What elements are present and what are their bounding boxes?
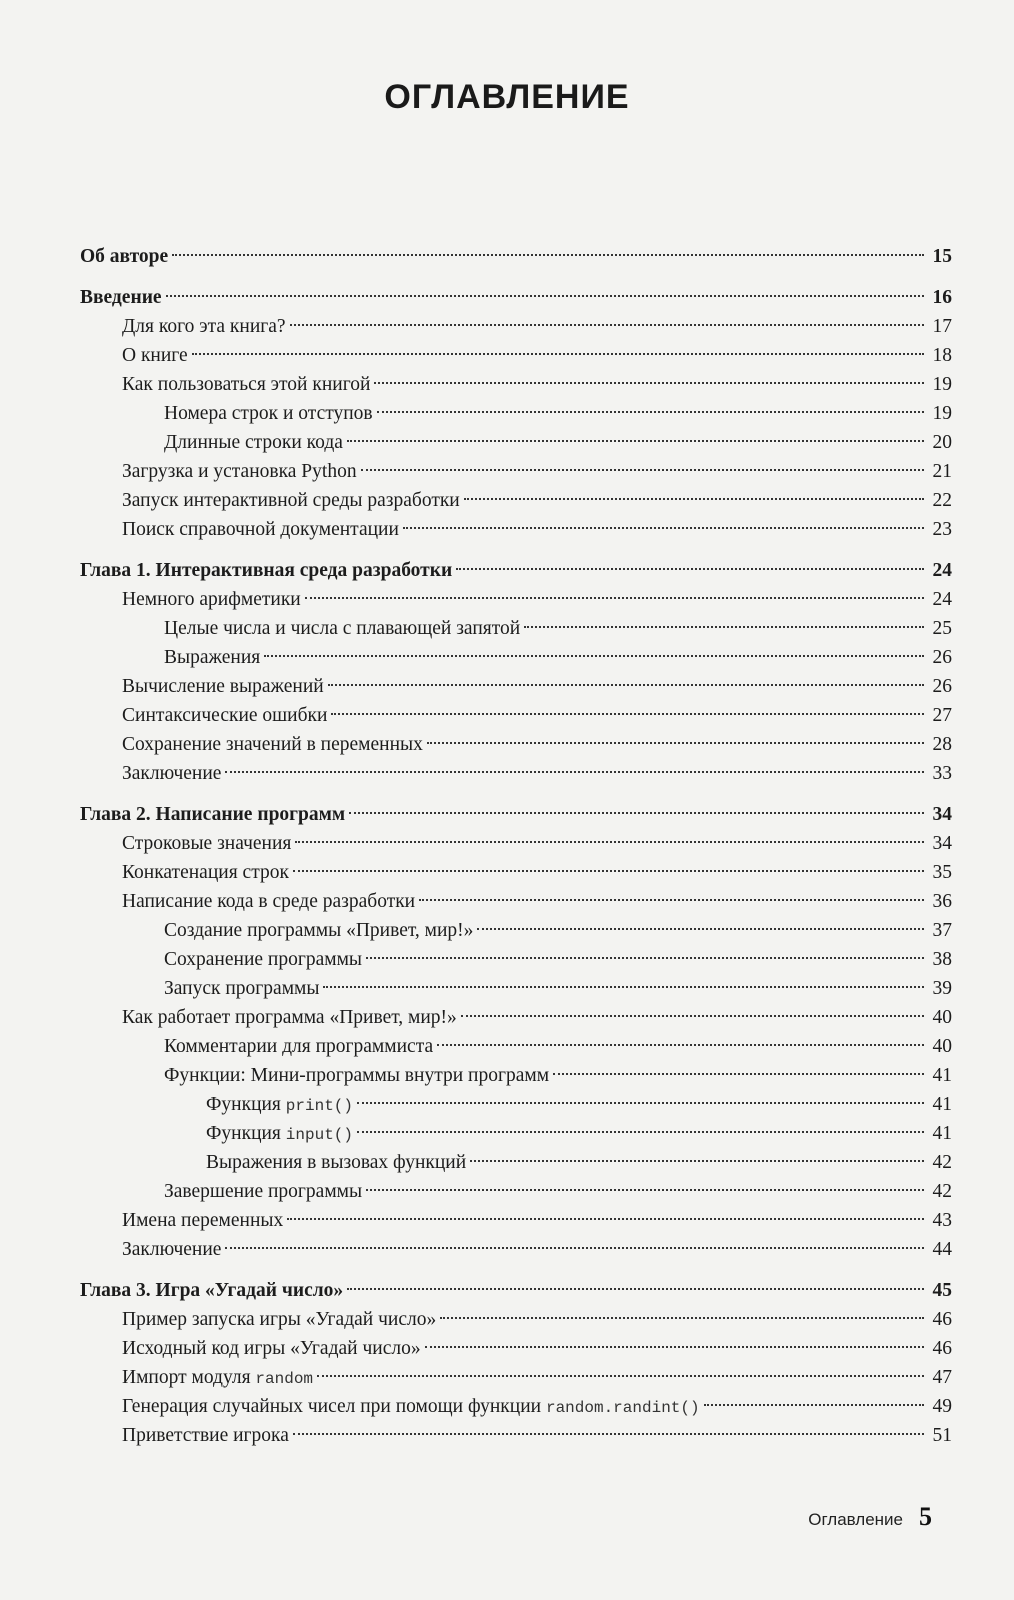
dot-leader bbox=[419, 899, 924, 901]
toc-entry-title bbox=[122, 1334, 421, 1363]
dot-leader bbox=[461, 1015, 924, 1017]
toc-entry-title bbox=[164, 1032, 433, 1061]
toc-page-number: 46 bbox=[932, 1309, 952, 1330]
toc-entry-text: Пример запуска игры «Угадай число» bbox=[122, 1309, 437, 1330]
toc-entry-title bbox=[80, 556, 452, 585]
toc-page-number: 27 bbox=[932, 705, 952, 726]
toc-entry bbox=[80, 858, 952, 887]
dot-leader bbox=[331, 713, 924, 715]
dot-leader bbox=[323, 986, 924, 988]
toc-entry-text: Написание кода в среде разработки bbox=[122, 891, 416, 912]
dot-leader bbox=[553, 1073, 924, 1075]
toc-page-number: 51 bbox=[932, 1425, 952, 1446]
toc-entry-text: Целые числа и числа с плавающей запятой bbox=[164, 618, 521, 639]
toc-entry-title bbox=[206, 1090, 353, 1121]
dot-leader bbox=[425, 1346, 924, 1348]
toc-entry bbox=[80, 701, 952, 730]
toc-page-number: 40 bbox=[932, 1007, 952, 1028]
toc-page-number: 22 bbox=[932, 490, 952, 511]
toc-entry-text: Глава 1. Интерактивная среда разработки bbox=[80, 560, 453, 581]
dot-leader bbox=[524, 626, 924, 628]
toc-entry bbox=[80, 974, 952, 1003]
toc-entry-text: Исходный код игры «Угадай число» bbox=[122, 1338, 421, 1359]
dot-leader bbox=[192, 353, 924, 355]
toc-page-number: 23 bbox=[932, 519, 952, 540]
toc-entry-title bbox=[122, 1363, 313, 1394]
toc-entry-title bbox=[122, 341, 188, 370]
dot-leader bbox=[347, 440, 924, 442]
toc-entry-text: Для кого эта книга? bbox=[122, 316, 286, 337]
toc-entry-title bbox=[80, 800, 345, 829]
toc-page-number: 15 bbox=[932, 246, 952, 267]
dot-leader bbox=[437, 1044, 924, 1046]
dot-leader bbox=[374, 382, 924, 384]
toc-entry-text: Глава 2. Написание программ bbox=[80, 804, 346, 825]
toc-entry-code: print() bbox=[285, 1097, 353, 1115]
toc-entry-title bbox=[206, 1119, 353, 1150]
dot-leader bbox=[347, 1288, 924, 1290]
toc-entry-text: Приветствие игрока bbox=[122, 1425, 289, 1446]
toc-entry-title bbox=[122, 858, 289, 887]
toc-entry bbox=[80, 515, 952, 544]
toc-entry-text: Сохранение программы bbox=[164, 949, 363, 970]
toc-entry bbox=[80, 486, 952, 515]
toc-entry bbox=[80, 759, 952, 788]
toc-page-number: 40 bbox=[932, 1036, 952, 1057]
toc-entry-title bbox=[122, 515, 399, 544]
toc-entry-text: Об авторе bbox=[80, 246, 169, 267]
toc-entry-text: Выражения bbox=[164, 647, 261, 668]
toc-entry-text: Запуск программы bbox=[164, 978, 320, 999]
toc-entry-title bbox=[122, 1392, 700, 1423]
toc-entry bbox=[80, 829, 952, 858]
dot-leader bbox=[287, 1218, 924, 1220]
toc-entry bbox=[80, 1119, 952, 1148]
dot-leader bbox=[357, 1131, 924, 1133]
dot-leader bbox=[225, 1247, 924, 1249]
toc-page-number: 19 bbox=[932, 403, 952, 424]
toc-entry-title bbox=[122, 1003, 457, 1032]
dot-leader bbox=[290, 324, 924, 326]
toc-entry-text: Загрузка и установка Python bbox=[122, 461, 357, 482]
toc-entry bbox=[80, 1334, 952, 1363]
toc-page-number: 17 bbox=[932, 316, 952, 337]
dot-leader bbox=[361, 469, 924, 471]
toc-entry-text: Функция bbox=[206, 1123, 286, 1144]
toc-chapter-entry bbox=[80, 556, 952, 585]
toc-entry-text: О книге bbox=[122, 345, 188, 366]
toc-page-number: 36 bbox=[932, 891, 952, 912]
dot-leader bbox=[349, 812, 924, 814]
toc-entry-title bbox=[122, 730, 423, 759]
toc-page-number: 47 bbox=[932, 1367, 952, 1388]
toc-entry bbox=[80, 399, 952, 428]
toc-entry bbox=[80, 1363, 952, 1392]
toc-page-number: 44 bbox=[932, 1239, 952, 1260]
toc-entry bbox=[80, 614, 952, 643]
toc-entry-title bbox=[164, 643, 260, 672]
toc-entry bbox=[80, 1003, 952, 1032]
toc-entry bbox=[80, 341, 952, 370]
toc-page-number: 41 bbox=[932, 1065, 952, 1086]
page-footer bbox=[808, 1502, 932, 1532]
toc-entry-title bbox=[122, 370, 370, 399]
toc-page-number: 42 bbox=[932, 1152, 952, 1173]
toc-entry-text: Длинные строки кода bbox=[164, 432, 343, 453]
toc-entry bbox=[80, 312, 952, 341]
dot-leader bbox=[464, 498, 924, 500]
toc-entry bbox=[80, 428, 952, 457]
dot-leader bbox=[166, 295, 924, 297]
footer-label: Оглавление bbox=[808, 1510, 903, 1529]
toc-entry-title bbox=[122, 1305, 436, 1334]
toc-entry-title bbox=[122, 887, 415, 916]
toc-entry bbox=[80, 945, 952, 974]
toc-page-number: 26 bbox=[932, 647, 952, 668]
toc-entry bbox=[80, 457, 952, 486]
toc-page-number: 41 bbox=[932, 1123, 952, 1144]
toc-entry bbox=[80, 585, 952, 614]
toc-page-number: 28 bbox=[932, 734, 952, 755]
toc-entry bbox=[80, 1235, 952, 1264]
toc-entry bbox=[80, 1392, 952, 1421]
toc-entry-text: Сохранение значений в переменных bbox=[122, 734, 423, 755]
toc-entry-text: Немного арифметики bbox=[122, 589, 301, 610]
toc-page-number: 37 bbox=[932, 920, 952, 941]
table-of-contents bbox=[80, 242, 952, 1450]
toc-entry-code: random.randint() bbox=[545, 1399, 700, 1417]
toc-entry-title bbox=[122, 759, 221, 788]
toc-entry-text: Как работает программа «Привет, мир!» bbox=[122, 1007, 457, 1028]
dot-leader bbox=[403, 527, 924, 529]
toc-entry bbox=[80, 887, 952, 916]
toc-page-number: 24 bbox=[932, 589, 952, 610]
toc-page-number: 21 bbox=[932, 461, 952, 482]
toc-entry-text: Номера строк и отступов bbox=[164, 403, 373, 424]
dot-leader bbox=[456, 568, 924, 570]
toc-entry-title bbox=[164, 614, 520, 643]
dot-leader bbox=[293, 870, 924, 872]
toc-entry-text: Генерация случайных чисел при помощи функции bbox=[122, 1396, 546, 1417]
toc-entry bbox=[80, 730, 952, 759]
dot-leader bbox=[305, 597, 924, 599]
toc-chapter-entry bbox=[80, 1276, 952, 1305]
toc-entry-text: Импорт модуля bbox=[122, 1367, 256, 1388]
toc-entry-title bbox=[122, 585, 301, 614]
toc-entry bbox=[80, 1305, 952, 1334]
toc-entry-title bbox=[164, 974, 319, 1003]
toc-entry-text: Как пользоваться этой книгой bbox=[122, 374, 371, 395]
toc-page-number: 20 bbox=[932, 432, 952, 453]
toc-entry-title bbox=[80, 283, 162, 312]
dot-leader bbox=[264, 655, 924, 657]
toc-page-number: 45 bbox=[932, 1280, 952, 1301]
toc-entry-text: Заключение bbox=[122, 1239, 222, 1260]
toc-page-number: 18 bbox=[932, 345, 952, 366]
toc-entry-text: Вычисление выражений bbox=[122, 676, 324, 697]
toc-entry-title bbox=[122, 672, 324, 701]
toc-entry-title bbox=[122, 312, 286, 341]
dot-leader bbox=[377, 411, 924, 413]
toc-entry-title bbox=[122, 1206, 283, 1235]
toc-page-number: 38 bbox=[932, 949, 952, 970]
dot-leader bbox=[366, 957, 924, 959]
toc-entry bbox=[80, 1032, 952, 1061]
toc-page-number: 43 bbox=[932, 1210, 952, 1231]
toc-entry bbox=[80, 1206, 952, 1235]
dot-leader bbox=[470, 1160, 924, 1162]
toc-entry bbox=[80, 1090, 952, 1119]
toc-entry-text: Создание программы «Привет, мир!» bbox=[164, 920, 474, 941]
toc-entry-text: Завершение программы bbox=[164, 1181, 363, 1202]
toc-entry-text: Синтаксические ошибки bbox=[122, 705, 328, 726]
toc-entry-text: Функция bbox=[206, 1094, 286, 1115]
dot-leader bbox=[366, 1189, 924, 1191]
dot-leader bbox=[172, 254, 924, 256]
dot-leader bbox=[357, 1102, 924, 1104]
toc-entry-text: Глава 3. Игра «Угадай число» bbox=[80, 1280, 344, 1301]
toc-page-number: 19 bbox=[932, 374, 952, 395]
toc-entry-title bbox=[164, 399, 373, 428]
toc-chapter-entry bbox=[80, 800, 952, 829]
toc-entry-title bbox=[122, 701, 327, 730]
toc-entry-title bbox=[122, 1421, 289, 1450]
toc-page-number: 34 bbox=[932, 833, 952, 854]
toc-entry-title bbox=[80, 242, 168, 271]
dot-leader bbox=[704, 1404, 924, 1406]
dot-leader bbox=[295, 841, 924, 843]
toc-entry bbox=[80, 1148, 952, 1177]
toc-page-number: 33 bbox=[932, 763, 952, 784]
toc-entry-title bbox=[164, 1061, 549, 1090]
toc-page-number: 26 bbox=[932, 676, 952, 697]
dot-leader bbox=[328, 684, 924, 686]
page-title: ОГЛАВЛЕНИЕ bbox=[384, 78, 630, 116]
toc-page-number: 49 bbox=[932, 1396, 952, 1417]
toc-page-number: 25 bbox=[932, 618, 952, 639]
toc-entry bbox=[80, 1177, 952, 1206]
toc-entry-title bbox=[164, 1177, 362, 1206]
toc-entry bbox=[80, 916, 952, 945]
toc-page-number: 16 bbox=[932, 287, 952, 308]
toc-entry-title bbox=[206, 1148, 466, 1177]
page-number: 5 bbox=[919, 1502, 932, 1531]
toc-entry-title bbox=[80, 1276, 343, 1305]
toc-entry-text: Запуск интерактивной среды разработки bbox=[122, 490, 460, 511]
toc-entry bbox=[80, 1061, 952, 1090]
toc-entry bbox=[80, 643, 952, 672]
toc-chapter-entry bbox=[80, 242, 952, 271]
toc-page-number: 34 bbox=[932, 804, 952, 825]
toc-entry-text: Конкатенация строк bbox=[122, 862, 289, 883]
toc-entry-code: input() bbox=[285, 1126, 353, 1144]
toc-entry-text: Поиск справочной документации bbox=[122, 519, 399, 540]
dot-leader bbox=[440, 1317, 924, 1319]
toc-entry-text: Заключение bbox=[122, 763, 222, 784]
toc-page-number: 24 bbox=[932, 560, 952, 581]
toc-entry bbox=[80, 370, 952, 399]
toc-entry bbox=[80, 672, 952, 701]
toc-entry-text: Выражения в вызовах функций bbox=[206, 1152, 467, 1173]
dot-leader bbox=[225, 771, 924, 773]
toc-page-number: 39 bbox=[932, 978, 952, 999]
toc-page-number: 41 bbox=[932, 1094, 952, 1115]
toc-entry-text: Введение bbox=[80, 287, 162, 308]
toc-entry-title bbox=[122, 829, 291, 858]
toc-chapter-entry bbox=[80, 283, 952, 312]
toc-entry-code: random bbox=[255, 1370, 314, 1388]
toc-entry bbox=[80, 1421, 952, 1450]
toc-page-number: 46 bbox=[932, 1338, 952, 1359]
toc-entry-title bbox=[164, 945, 362, 974]
toc-entry-title bbox=[122, 486, 460, 515]
dot-leader bbox=[317, 1375, 924, 1377]
toc-entry-text: Строковые значения bbox=[122, 833, 292, 854]
toc-entry-title bbox=[122, 457, 357, 486]
toc-page-number: 42 bbox=[932, 1181, 952, 1202]
dot-leader bbox=[477, 928, 924, 930]
toc-entry-text: Функции: Мини-программы внутри программ bbox=[164, 1065, 550, 1086]
toc-entry-title bbox=[122, 1235, 221, 1264]
toc-page-number: 35 bbox=[932, 862, 952, 883]
toc-entry-text: Имена переменных bbox=[122, 1210, 284, 1231]
dot-leader bbox=[427, 742, 924, 744]
toc-entry-title bbox=[164, 428, 343, 457]
dot-leader bbox=[293, 1433, 924, 1435]
toc-entry-text: Комментарии для программиста bbox=[164, 1036, 434, 1057]
toc-entry-title bbox=[164, 916, 473, 945]
